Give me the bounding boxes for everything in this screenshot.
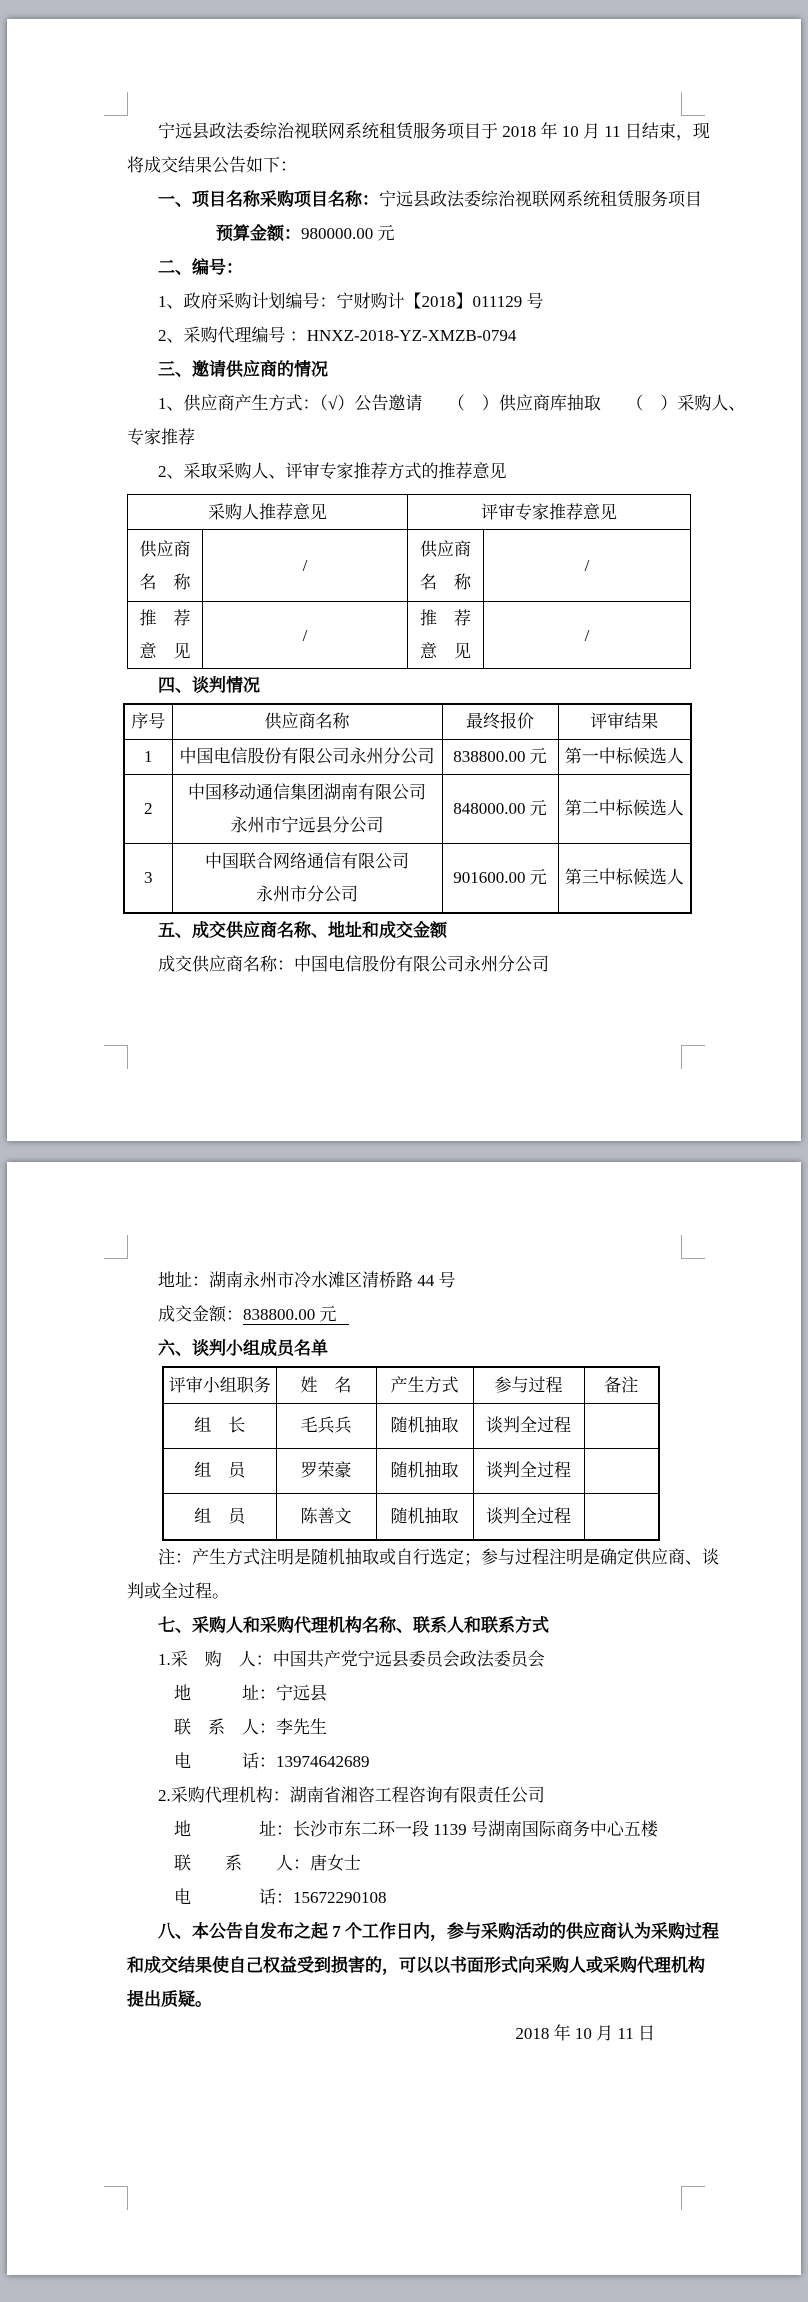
cell-line: 推 荐 — [420, 609, 471, 628]
table-cell: / — [203, 530, 408, 602]
cell-line: 推 荐 — [139, 609, 191, 628]
cell-row-no: 3 — [124, 843, 172, 913]
cell-method: 随机抽取 — [376, 1448, 473, 1493]
budget-line — [127, 217, 681, 251]
section-1-project-name — [127, 183, 702, 217]
crop-mark-bottom-right — [681, 1045, 705, 1069]
column-header-method: 产生方式 — [376, 1367, 473, 1403]
cell-participation: 谈判全过程 — [473, 1403, 584, 1448]
table-row — [124, 843, 691, 913]
deal-amount-label: 成交金额： — [158, 1305, 243, 1324]
cell-row-no: 1 — [124, 739, 172, 774]
purchaser-contact-line: 联 系 人：李先生 — [174, 1718, 327, 1737]
budget-label: 预算金额： — [216, 224, 301, 243]
crop-mark-top-left — [104, 1235, 128, 1259]
cell-line: 中国电信股份有限公司永州分公司 — [179, 747, 435, 766]
table-cell — [128, 602, 203, 669]
page-1-content — [127, 115, 746, 982]
table-cell: / — [203, 602, 408, 669]
section-7-heading: 七、采购人和采购代理机构名称、联系人和联系方式 — [158, 1616, 549, 1635]
winner-address-line: 地址：湖南永州市冷水滩区清桥路 44 号 — [158, 1271, 456, 1290]
cell-final-price: 848000.00 元 — [442, 774, 558, 843]
column-header-remark: 备注 — [584, 1367, 659, 1403]
column-header-role: 评审小组职务 — [163, 1367, 276, 1403]
cell-line: 中国联合网络通信有限公司 — [205, 851, 409, 871]
table-cell — [408, 530, 484, 602]
cell-line: 供应商 — [420, 539, 471, 559]
section-8-line-2: 和成交结果使自己权益受到损害的，可以以书面形式向采购人或采购代理机构 — [127, 1956, 705, 1975]
section-4-heading: 四、谈判情况 — [158, 676, 260, 695]
agency-address-line: 地 址：长沙市东二环一段 1139 号湖南国际商务中心五楼 — [174, 1820, 658, 1839]
cell-supplier-name — [172, 774, 442, 843]
cell-member-name: 罗荣豪 — [276, 1448, 376, 1493]
column-header-result: 评审结果 — [558, 704, 691, 739]
column-header-price: 最终报价 — [442, 704, 558, 739]
cell-line: 意 见 — [139, 642, 191, 661]
deal-amount-line — [127, 1298, 681, 1332]
section-5-heading: 五、成交供应商名称、地址和成交金额 — [158, 921, 447, 940]
cell-role: 组 员 — [163, 1493, 276, 1540]
table-cell — [128, 530, 203, 602]
deal-amount-value: 838800.00 元 — [243, 1305, 349, 1325]
purchaser-address-line: 地 址：宁远县 — [174, 1684, 327, 1703]
cell-line: 中国移动通信集团湖南有限公司 — [188, 782, 426, 802]
cell-remark — [584, 1403, 659, 1448]
table-row — [128, 602, 691, 669]
recommendation-intro-line: 2、采取采购人、评审专家推荐方式的推荐意见 — [158, 462, 507, 481]
page-2 — [7, 1162, 801, 2275]
table-row — [124, 774, 691, 843]
cell-line: 供应商 — [139, 539, 191, 559]
table-cell — [408, 602, 484, 669]
table-row — [128, 495, 691, 530]
column-header-participation: 参与过程 — [473, 1367, 584, 1403]
cell-line: 永州市分公司 — [256, 884, 358, 904]
announcement-date: 2018 年 10 月 11 日 — [515, 2024, 655, 2043]
cell-participation: 谈判全过程 — [473, 1493, 584, 1540]
section-1-label: 一、项目名称采购项目名称： — [158, 190, 379, 209]
section-1-value: 宁远县政法委综治视联网系统租赁服务项目 — [379, 190, 702, 209]
crop-mark-top-right — [681, 92, 705, 116]
supplier-method-line-1: 1、供应商产生方式：（√）公告邀请 （ ）供应商库抽取 （ ）采购人、 — [158, 394, 746, 413]
cell-review-result: 第三中标候选人 — [558, 843, 691, 913]
note-line-2: 判或全过程。 — [127, 1582, 229, 1601]
cell-role: 组 长 — [163, 1403, 276, 1448]
recommendation-table — [127, 494, 691, 669]
cell-member-name: 陈善文 — [276, 1493, 376, 1540]
cell-method: 随机抽取 — [376, 1493, 473, 1540]
section-8-line-1: 八、本公告自发布之起 7 个工作日内，参与采购活动的供应商认为采购过程 — [158, 1922, 719, 1941]
section-6-heading: 六、谈判小组成员名单 — [158, 1339, 328, 1358]
table-header-row — [124, 704, 691, 739]
cell-line: 永州市宁远县分公司 — [230, 815, 384, 835]
plan-number-line: 1、政府采购计划编号：宁财购计【2018】011129 号 — [158, 292, 544, 311]
cell-line: 名 称 — [139, 572, 191, 592]
crop-mark-top-left — [104, 92, 128, 116]
section-8-line-3: 提出质疑。 — [127, 1990, 212, 2009]
table-row — [163, 1493, 659, 1540]
cell-final-price: 838800.00 元 — [442, 739, 558, 774]
column-header-no: 序号 — [124, 704, 172, 739]
cell-role: 组 员 — [163, 1448, 276, 1493]
table-row — [163, 1403, 659, 1448]
table-row — [163, 1448, 659, 1493]
recommendation-header-expert: 评审专家推荐意见 — [408, 495, 691, 530]
crop-mark-bottom-left — [104, 1045, 128, 1069]
crop-mark-bottom-right — [681, 2186, 705, 2210]
purchaser-phone-line: 电 话：13974642689 — [174, 1752, 370, 1771]
intro-line-2: 将成交结果公告如下： — [127, 156, 297, 175]
cell-remark — [584, 1448, 659, 1493]
supplier-method-line-2: 专家推荐 — [127, 428, 195, 447]
budget-value: 980000.00 元 — [301, 224, 395, 243]
recommendation-header-purchaser: 采购人推荐意见 — [128, 495, 408, 530]
table-row — [124, 739, 691, 774]
agency-phone-line: 电 话：15672290108 — [174, 1888, 387, 1907]
crop-mark-bottom-left — [104, 2186, 128, 2210]
column-header-name: 姓 名 — [276, 1367, 376, 1403]
section-2-heading: 二、编号： — [158, 258, 243, 277]
cell-final-price: 901600.00 元 — [442, 843, 558, 913]
page-1 — [7, 19, 801, 1141]
agency-number-line: 2、采购代理编号 ：HNXZ-2018-YZ-XMZB-0794 — [158, 326, 517, 345]
cell-remark — [584, 1493, 659, 1540]
cell-line: 意 见 — [420, 642, 471, 661]
cell-participation: 谈判全过程 — [473, 1448, 584, 1493]
cell-line: 名 称 — [420, 572, 471, 592]
cell-review-result: 第一中标候选人 — [558, 739, 691, 774]
cell-review-result: 第二中标候选人 — [558, 774, 691, 843]
cell-supplier-name — [172, 739, 442, 774]
table-cell: / — [484, 530, 691, 602]
winner-name-line: 成交供应商名称：中国电信股份有限公司永州分公司 — [158, 955, 549, 974]
negotiation-table — [123, 703, 692, 914]
cell-method: 随机抽取 — [376, 1403, 473, 1448]
column-header-supplier: 供应商名称 — [172, 704, 442, 739]
negotiation-panel-table — [162, 1366, 660, 1541]
cell-supplier-name — [172, 843, 442, 913]
purchaser-name-line: 1.采 购 人：中国共产党宁远县委员会政法委员会 — [158, 1650, 545, 1669]
table-row — [128, 530, 691, 602]
note-line-1: 注：产生方式注明是随机抽取或自行选定；参与过程注明是确定供应商、谈 — [158, 1548, 719, 1567]
cell-member-name: 毛兵兵 — [276, 1403, 376, 1448]
cell-row-no: 2 — [124, 774, 172, 843]
agency-name-line: 2.采购代理机构：湖南省湘咨工程咨询有限责任公司 — [158, 1786, 545, 1805]
page-2-content — [127, 1264, 719, 2051]
agency-contact-line: 联 系 人：唐女士 — [174, 1854, 361, 1873]
table-cell: / — [484, 602, 691, 669]
table-header-row — [163, 1367, 659, 1403]
intro-line-1: 宁远县政法委综治视联网系统租赁服务项目于 2018 年 10 月 11 日结束，现 — [158, 122, 710, 141]
section-3-heading: 三、邀请供应商的情况 — [158, 360, 328, 379]
crop-mark-top-right — [681, 1235, 705, 1259]
